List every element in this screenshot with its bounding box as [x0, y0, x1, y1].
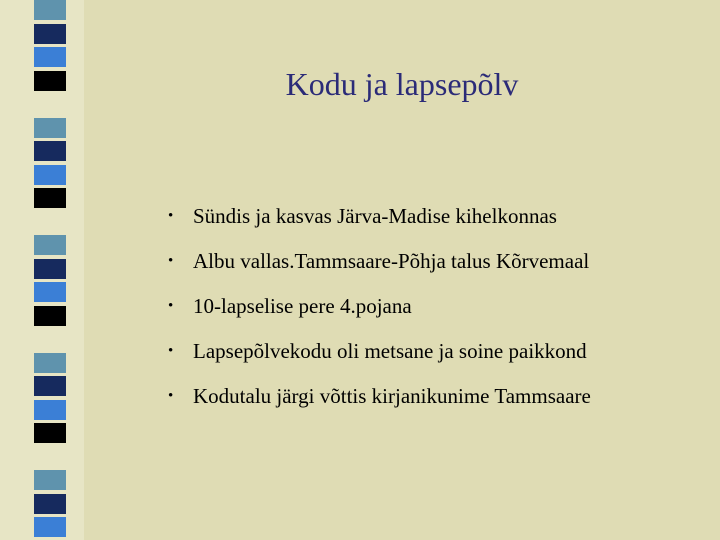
decorative-square — [34, 494, 66, 514]
decorative-square — [34, 282, 66, 302]
decorative-square — [34, 353, 66, 373]
decorative-squares-column — [34, 0, 66, 540]
bullet-text: Sündis ja kasvas Järva-Madise kihelkonnas — [193, 204, 557, 228]
bullet-dot: • — [168, 253, 174, 269]
decorative-square — [34, 165, 66, 185]
decorative-square — [34, 400, 66, 420]
bullet-text: 10-lapselise pere 4.pojana — [193, 294, 412, 318]
decorative-square — [34, 259, 66, 279]
bullet-dot: • — [168, 298, 174, 314]
decorative-square — [34, 447, 66, 467]
bullet-text: Kodutalu järgi võttis kirjanikunime Tammsaare — [193, 384, 591, 408]
decorative-square — [34, 188, 66, 208]
bullet-dot: • — [168, 388, 174, 404]
decorative-square — [34, 306, 66, 326]
decorative-square — [34, 423, 66, 443]
decorative-square — [34, 470, 66, 490]
bullet-text: Lapsepõlvekodu oli metsane ja soine paikkond — [193, 339, 587, 363]
bullet-dot: • — [168, 208, 174, 224]
decorative-square — [34, 47, 66, 67]
decorative-square — [34, 517, 66, 537]
decorative-square — [34, 118, 66, 138]
decorative-square — [34, 71, 66, 91]
decorative-square — [34, 212, 66, 232]
decorative-square — [34, 329, 66, 349]
decorative-square — [34, 141, 66, 161]
slide-title: Kodu ja lapsepõlv — [285, 66, 519, 102]
decorative-square — [34, 0, 66, 20]
bullet-text: Albu vallas.Tammsaare-Põhja talus Kõrvemaal — [193, 249, 590, 273]
decorative-square — [34, 376, 66, 396]
decorative-square — [34, 235, 66, 255]
decorative-left-strip — [0, 0, 84, 540]
decorative-square — [34, 94, 66, 114]
decorative-square — [34, 24, 66, 44]
bullet-dot: • — [168, 343, 174, 359]
